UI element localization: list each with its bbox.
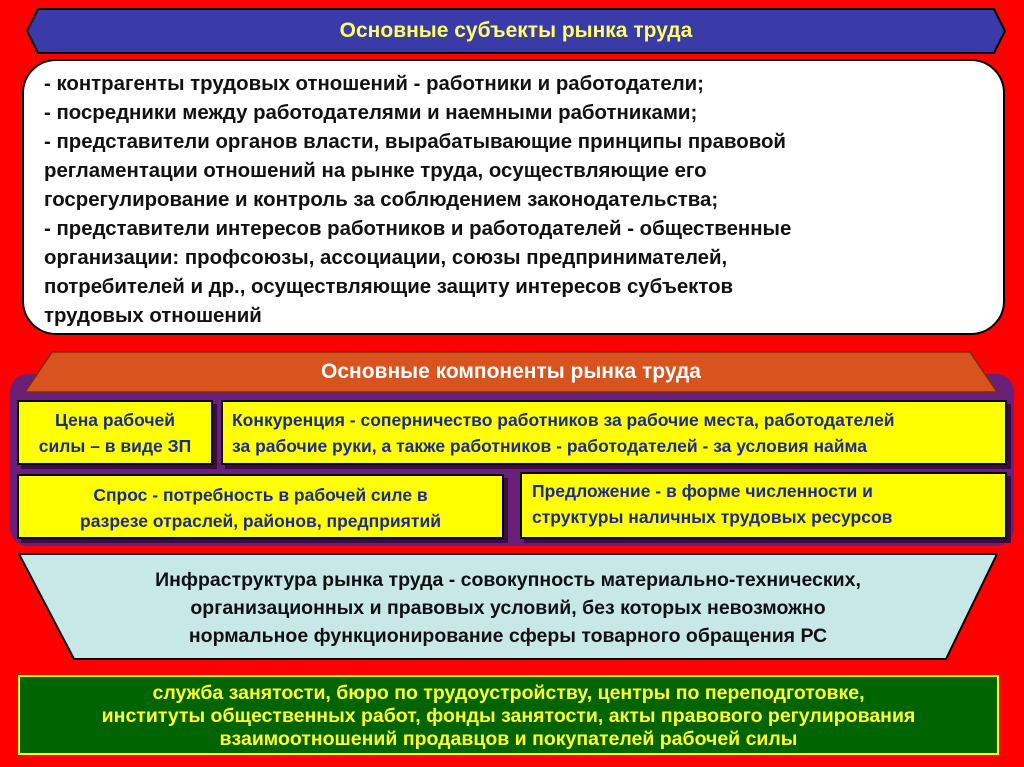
supply-line: Предложение - в форме численности и [532,481,873,501]
price-line: силы – в виде ЗП [38,436,192,456]
subjects-line: потребителей и др., осуществляющие защиту интересов субъектов [44,276,734,298]
subjects-line: трудовых отношений [44,305,262,327]
components-title: Основные компоненты рынка труда [321,360,701,383]
infrastructure-line: Инфраструктура рынка труда - совокупность материально-технических, [155,569,861,591]
subjects-title-banner [26,8,1006,54]
price-box [17,400,213,465]
subjects-list-box [22,59,1005,335]
subjects-line: - посредники между работодателями и наемными работниками; [44,102,698,124]
subjects-line: регламентации отношений на рынке труда, осуществляющие его [44,160,707,182]
page-title: Основные субъекты рынка труда [339,19,693,42]
demand-line: Спрос - потребность в рабочей силе в [93,485,428,505]
competition-line: Конкуренция - соперничество работников за рабочие места, работодателей [232,410,895,430]
infrastructure-text [18,566,998,650]
subjects-line: организации: профсоюзы, ассоциации, союзы предпринимателей, [44,247,728,269]
services-line: служба занятости, бюро по трудоустройству, центры по переподготовке, [152,682,865,704]
supply-box [520,472,1007,539]
infrastructure-line: нормальное функционирование сферы товарного обращения РС [188,625,828,647]
infrastructure-box [18,553,998,661]
competition-box [221,400,1007,465]
services-line: взаимоотношений продавцов и покупателей рабочей силы [219,728,798,750]
subjects-line: - контрагенты трудовых отношений - работники и работодатели; [44,73,704,95]
services-box [18,675,999,755]
components-title-banner [24,351,998,393]
services-line: институты общественных работ, фонды занятости, акты правового регулирования [101,705,916,727]
subjects-line: - представители органов власти, вырабатывающие принципы правовой [44,131,786,153]
competition-line: за рабочие руки, а также работников - работодателей - за условия найма [232,436,867,456]
supply-line: структуры наличных трудовых ресурсов [532,507,893,527]
subjects-line: - представители интересов работников и работодателей - общественные [44,218,792,240]
infrastructure-line: организационных и правовых условий, без которых невозможно [190,597,826,619]
price-line: Цена рабочей [54,410,176,430]
subjects-line: госрегулирование и контроль за соблюдением законодательства; [44,189,719,211]
demand-box [17,474,504,539]
demand-line: разрезе отраслей, районов, предприятий [80,511,441,531]
